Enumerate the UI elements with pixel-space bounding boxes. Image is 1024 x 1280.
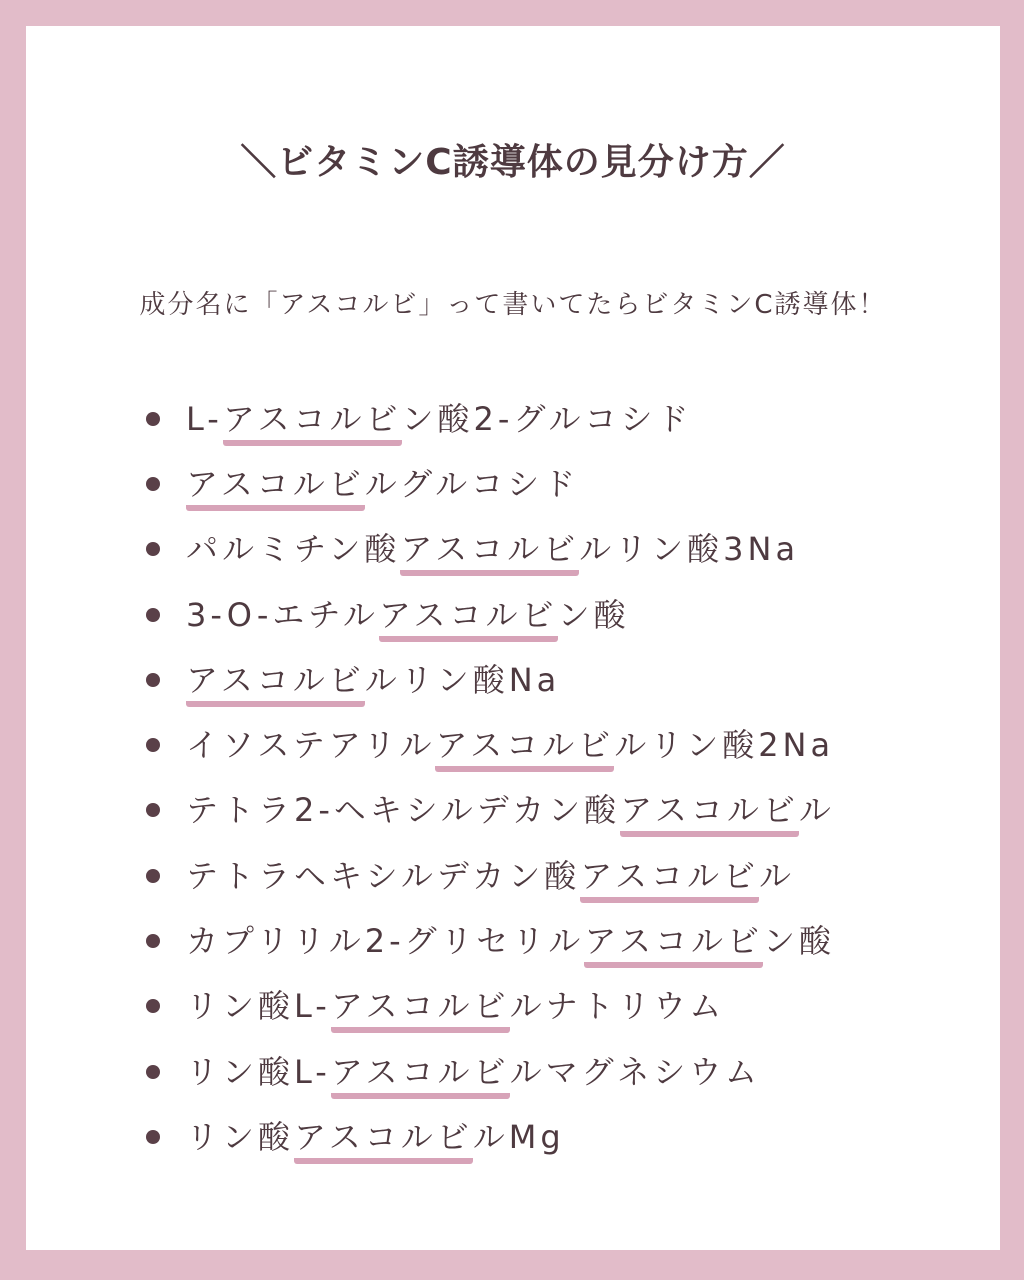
ingredient-name: [186, 530, 800, 569]
list-item: [146, 517, 835, 582]
bullet-icon: [146, 999, 160, 1013]
highlighted-keyword: アスコルビ: [186, 465, 365, 511]
ingredient-name: [186, 399, 693, 438]
highlighted-keyword: アスコルビ: [580, 857, 759, 903]
name-prefix: イソステアリル: [186, 726, 436, 765]
bullet-icon: [146, 934, 160, 948]
bullet-icon: [146, 608, 160, 622]
list-item: [146, 1104, 835, 1169]
list-item: [146, 1039, 835, 1104]
bullet-icon: [146, 1130, 160, 1144]
name-suffix: ルリン酸3Na: [579, 530, 800, 569]
bullet-icon: [146, 412, 160, 426]
name-prefix: パルミチン酸: [186, 530, 401, 569]
bullet-icon: [146, 869, 160, 883]
ingredient-name: [186, 595, 630, 634]
highlighted-keyword: アスコルビ: [331, 987, 510, 1033]
highlighted-keyword: アスコルビ: [620, 791, 799, 837]
name-suffix: ルリン酸2Na: [614, 726, 835, 765]
ingredient-name: [186, 856, 795, 895]
ingredient-list: [146, 386, 835, 1170]
name-suffix: ルグルコシド: [364, 464, 580, 503]
list-item: [146, 908, 835, 973]
name-prefix: L-: [186, 399, 223, 438]
list-item: [146, 647, 835, 712]
list-item: [146, 451, 835, 516]
list-item: [146, 386, 835, 451]
highlighted-keyword: アスコルビ: [331, 1053, 510, 1099]
name-suffix: ル: [798, 791, 835, 830]
highlighted-keyword: アスコルビ: [186, 661, 365, 707]
content-card: [26, 26, 1000, 1250]
bullet-icon: [146, 673, 160, 687]
name-suffix: ン酸: [557, 595, 630, 634]
name-suffix: ン酸2-グルコシド: [401, 399, 693, 438]
name-prefix: リン酸L-: [186, 1052, 331, 1091]
ingredient-name: [186, 660, 561, 699]
bullet-icon: [146, 738, 160, 752]
name-prefix: 3-O-エチル: [186, 595, 379, 634]
list-item: [146, 712, 835, 777]
name-prefix: カプリリル2-グリセリル: [186, 922, 585, 961]
name-suffix: ン酸: [763, 922, 836, 961]
name-suffix: ル: [758, 856, 795, 895]
name-prefix: テトラ2-ヘキシルデカン酸: [186, 791, 621, 830]
highlighted-keyword: アスコルビ: [379, 596, 558, 642]
ingredient-name: [186, 987, 726, 1026]
highlighted-keyword: アスコルビ: [435, 726, 614, 772]
ingredient-name: [186, 1117, 565, 1156]
page-title: ＼ビタミンC誘導体の見分け方／: [240, 142, 786, 183]
bullet-icon: [146, 803, 160, 817]
name-suffix: ルマグネシウム: [509, 1052, 761, 1091]
ingredient-name: [186, 922, 836, 961]
list-item: [146, 843, 835, 908]
bullet-icon: [146, 477, 160, 491]
highlighted-keyword: アスコルビ: [400, 530, 579, 576]
list-item: [146, 974, 835, 1039]
bullet-icon: [146, 542, 160, 556]
highlighted-keyword: アスコルビ: [223, 400, 402, 446]
ingredient-name: [186, 464, 580, 503]
name-prefix: リン酸L-: [186, 987, 331, 1026]
subtitle-text: 成分名に「アスコルビ」って書いてたらビタミンC誘導体！: [139, 290, 887, 320]
ingredient-name: [186, 726, 835, 765]
name-suffix: ルリン酸Na: [364, 660, 561, 699]
list-item: [146, 778, 835, 843]
bullet-icon: [146, 1065, 160, 1079]
name-suffix: ルナトリウム: [509, 987, 726, 1026]
name-suffix: ルMg: [472, 1117, 565, 1156]
name-prefix: リン酸: [186, 1117, 295, 1156]
list-item: [146, 582, 835, 647]
ingredient-name: [186, 791, 835, 830]
highlighted-keyword: アスコルビ: [294, 1118, 473, 1164]
ingredient-name: [186, 1052, 761, 1091]
highlighted-keyword: アスコルビ: [584, 922, 763, 968]
name-prefix: テトラヘキシルデカン酸: [186, 856, 581, 895]
